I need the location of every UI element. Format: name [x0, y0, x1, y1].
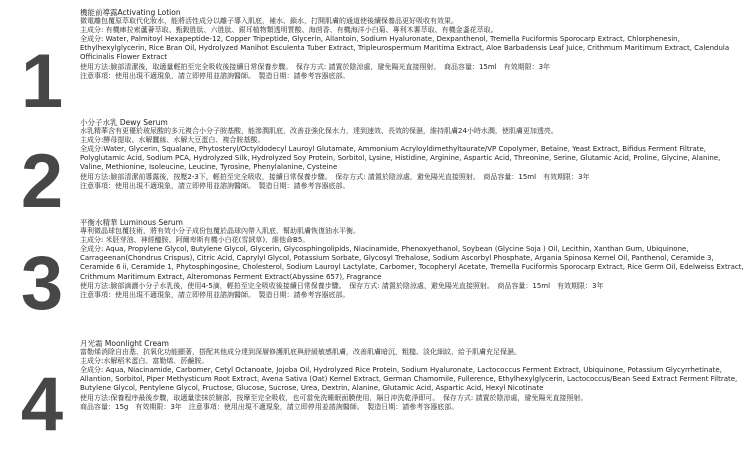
- full-ingredients: 全成分: Aqua, Niacinamide, Carbomer, Cetyl Octanoate, Jojoba Oil, Hydrolyzed Rice Protein, Sodium Hyaluronate, Lactococcus Ferment Extract, Ubiquinone, Potassium Glycyrrhetinate, Allantion, Sorbitol, Piper Methysticum Root Extract, Avena Sativa (Oat) Kernel Extract, German Chamomile, Fullerence, Ethylhexylglycerin, Lactococcus/Bean Seed Extract Ferment Filtrate, Butylene Glycol, Pentylene Glycol, Fructose, Glucose, Sucrose, Urea, Dextrin, Alanine, Glutamic Acid, Aspartic Acid, Hexyl Nicotinate: [80, 366, 738, 393]
- product-title: 月光霜 Moonlight Cream: [80, 339, 169, 348]
- product-details: [80, 339, 744, 412]
- product-number: 2: [20, 139, 64, 224]
- product-description: 微電離包覆原萃取代化妝水，能將活性成分以離子導入肌底，補水、鎖水，打開肌膚的通道使後續保養品更好吸收有效果。: [80, 17, 458, 26]
- main-ingredients: 主成分:酵母提取、水解蠶絲、水解大豆蛋白、複合胺基酸。: [80, 136, 265, 145]
- main-ingredients: 主成分: 有機庫拉索蘆薈萃取、甄穀胜肽、六胜肽、銀耳植物類透明質酸、海茴香、有機海洋小白菊、專利木薯萃取、有機金盞花萃取。: [80, 26, 498, 35]
- notes: 注意事項：使用出現不適現象，請立即停用並諮詢醫師。 製造日期：請參考容器底部。: [80, 71, 350, 80]
- product-details: [80, 218, 744, 300]
- full-ingredients: 全成分:Water, Glycerin, Squalane, Phytosteryl/Octyldodecyl Lauroyl Glutamate, Ammonium Acryloyldimethyltaurate/VP Copolymer, Betaine, Yeast Extract, Bifidus Ferment Filtrate, Polyglutamic Acid, Sodium PCA, Hydrolyzed Silk, Hydrolyzed Soy Protein, Sorbitol, Lysine, Histidine, Arginine, Aspartic Acid, Threonine, Serine, Glutamic Acid, Proline, Glycine, Alanine, Valine, Methionine, Isoleucine, Leucine, Tyrosine, Phenylalanine, Cysteine: [80, 145, 721, 172]
- notes: 商品容量：15g 有效期限：3年 注意事項：使用出現不適現象，請立即停用並諮詢醫師。 製造日期：請參考容器底部。: [80, 402, 459, 411]
- usage-storage: 使用方法:臉部清潔前導露後，按壓2-3下，輕拍至完全吸收，接續日常保養步驟。 保存方式: 請置於陰涼處，避免陽光直接照射。 商品容量：15ml 有效期限：3年: [80, 172, 590, 181]
- usage-storage: 使用方法:保養程序最後步驟，取適量塗抹於臉部，按摩至完全吸收，也可當免洗睡眠面膜使用，隔日沖洗乾淨即可。 保存方式: 請置於陰涼處，避免陽光直接照射。: [80, 393, 588, 402]
- main-ingredients: 主成分: 米胚芽油、神經醯胺、阿爾卑斯有機小白花(雪絨草)、維他命B5。: [80, 236, 310, 245]
- product-number: 4: [20, 362, 64, 447]
- product-description: 專利微晶球包覆技術，將有效小分子成份包覆於晶球內帶入肌底，幫助肌膚恢復油水平衡。: [80, 227, 360, 236]
- product-number: 1: [20, 39, 64, 124]
- notes: 注意事項：使用出現不適現象，請立即停用並諮詢醫師。 製造日期：請參考容器底部。: [80, 181, 350, 190]
- full-ingredients: 全成分: Water, Palmitoyl Hexapeptide-12, Copper Tripeptide, Glycerin, Allantoin, Sodium Hyaluronate, Dexpanthenol, Tremella Fuciformis Sporocarp Extract, Chlorphenesin, Ethylhexylglycerin, Rice Bran Oil, Hydrolyzed Manihot Esculenta Tuber Extract, Tripleurospermum Maritima Extract, Aloe Barbadensis Leaf Juice, Crithmum Maritimum Extract, Calendula Officinalis Flower Extract: [80, 35, 730, 62]
- main-ingredients: 主成分:水解稻米蛋白、富勒烯、菸鹼胺。: [80, 357, 209, 366]
- product-title: 小分子水乳 Dewy Serum: [80, 118, 168, 127]
- notes: 注意事項：使用出現不適現象，請立即停用並諮詢醫師。 製造日期：請參考容器底部。: [80, 290, 350, 299]
- product-description: 水乳精華含有更優於玻尿酸的多元複合小分子胺基酸，能滲潤肌底，改善並強化保水力，達到速效、長效的保濕，維持肌膚24小時水潤，使肌膚更加透亮。: [80, 127, 558, 136]
- usage-storage: 使用方法:臉部滴灑小分子水乳後，使用4-5滴，輕拍至完全吸收後接續日常保養步驟。 保存方式: 請置於陰涼處，避免陽光直接照射。 商品容量：15ml 有效期限：3年: [80, 281, 604, 290]
- usage-storage: 使用方法:臉部清潔後，取適量輕拍至完全吸收後接續日常保養步驟。 保存方式: 請置於陰涼處，避免陽光直接照射。 商品容量：15ml 有效期限：3年: [80, 62, 551, 71]
- full-ingredients: 全成分: Aqua, Propylene Glycol, Butylene Glycol, Glycerin, Glycosphingolipids, Niacinamide, Phenoxyethanol, Soybean (Glycine Soja ) Oil, Lecithin, Xanthan Gum, Ubiquinone, Carrageenan(Chondrus Crispus), Citric Acid, Caprylyl Glycol, Potassium Sorbate, Glycosyl Trehalose, Sodium Ascorbyl Phosphate, Argania Spinosa Kernel Oil, Panthenol, Ceramide 3, Ceramide 6 ii, Ceramide 1, Phytosphingosine, Cholesterol, Sodium Lauroyl Lactylate, Carbomer, Tocopheryl Acetate, Tremella Fuciformis Sporocarp Extract, Rice Germ Oil, Edelweiss Extract, Crithmum Maritimum Extract, Alteromonas Ferment Extract(Abyssine 657), Fragrance: [80, 245, 744, 281]
- product-details: [80, 118, 744, 191]
- product-number: 3: [20, 241, 64, 326]
- product-details: [80, 8, 744, 81]
- product-description: 富勒烯消除自由基、抗氧化功能顯著，搭配其他成分達到深層修護肌底與舒緩敏感肌膚，改善肌膚暗沉，粗糙、淡化細紋、給予肌膚充足保濕。: [80, 348, 521, 357]
- product-title: 平衡水精華 Luminous Serum: [80, 218, 183, 227]
- product-title: 機能前導露Activating Lotion: [80, 8, 181, 17]
